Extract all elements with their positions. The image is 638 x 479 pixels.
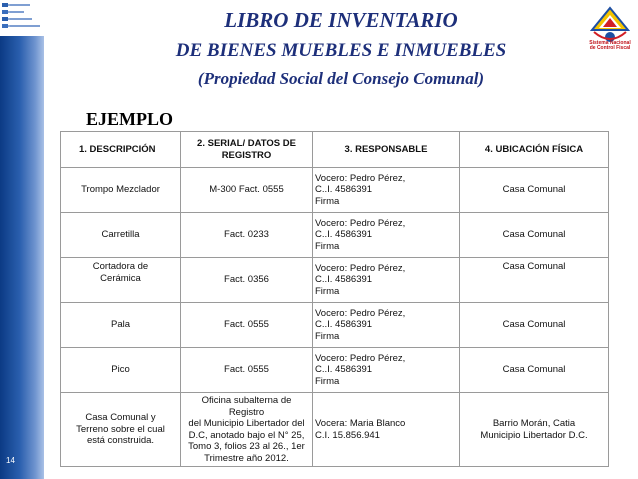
header-ubicacion: 4. UBICACIÓN FÍSICA bbox=[460, 132, 609, 168]
cell-responsable: Vocero: Pedro Pérez, C..I. 4586391 Firma bbox=[313, 213, 460, 258]
cell-responsable: Vocera: Maria Blanco C.I. 15.856.941 bbox=[313, 393, 460, 467]
cell-descripcion: Carretilla bbox=[61, 213, 181, 258]
table-row bbox=[61, 348, 609, 393]
cell-responsable: Vocero: Pedro Pérez, C..I. 4586391 Firma bbox=[313, 168, 460, 213]
cell-serial: Fact. 0555 bbox=[181, 303, 313, 348]
cell-responsable: Vocero: Pedro Pérez, C..I. 4586391 Firma bbox=[313, 348, 460, 393]
left-logo-icon bbox=[0, 0, 44, 36]
page-subtitle: DE BIENES MUEBLES E INMUEBLES bbox=[175, 40, 507, 61]
cell-responsable: Vocero: Pedro Pérez, C..I. 4586391 Firma bbox=[313, 303, 460, 348]
page-number: 14 bbox=[6, 456, 15, 465]
cell-ubicacion: Barrio Morán, Catia Municipio Libertador D.C. bbox=[460, 393, 609, 467]
left-blue-bar bbox=[0, 0, 44, 479]
page-subtitle-note: (Propiedad Social del Consejo Comunal) bbox=[197, 69, 485, 88]
cell-responsable: Vocero: Pedro Pérez, C..I. 4586391 Firma bbox=[313, 258, 460, 303]
cell-serial: Fact. 0233 bbox=[181, 213, 313, 258]
header-responsable: 3. RESPONSABLE bbox=[313, 132, 460, 168]
header-descripcion: 1. DESCRIPCIÓN bbox=[61, 132, 181, 168]
example-label: EJEMPLO bbox=[86, 109, 174, 129]
table-row bbox=[61, 168, 609, 213]
table-header-row bbox=[61, 132, 609, 168]
table-row bbox=[61, 213, 609, 258]
header-serial: 2. SERIAL/ DATOS DE REGISTRO bbox=[181, 132, 313, 168]
cell-ubicacion: Casa Comunal bbox=[460, 303, 609, 348]
left-logo-graphic-icon bbox=[0, 0, 44, 36]
cell-ubicacion: Casa Comunal bbox=[460, 348, 609, 393]
table-row bbox=[61, 393, 609, 467]
cell-descripcion: Casa Comunal y Terreno sobre el cual está construida. bbox=[61, 393, 181, 467]
table-row bbox=[61, 303, 609, 348]
cell-descripcion: Cortadora de Cerámica bbox=[61, 258, 181, 303]
cell-descripcion: Pico bbox=[61, 348, 181, 393]
cell-descripcion: Pala bbox=[61, 303, 181, 348]
inventory-table bbox=[60, 131, 609, 467]
cell-serial: Oficina subalterna de Registro del Municipio Libertador del D.C, anotado bajo el N° 25, Tomo 3, folios 23 al 26., 1er Trimestre año 2012. bbox=[181, 393, 313, 467]
page-title: LIBRO DE INVENTARIO bbox=[224, 8, 458, 32]
cell-serial: Fact. 0555 bbox=[181, 348, 313, 393]
cell-descripcion: Trompo Mezclador bbox=[61, 168, 181, 213]
cell-ubicacion: Casa Comunal bbox=[460, 213, 609, 258]
table-row bbox=[61, 258, 609, 303]
logo-name: Sistema Nacional de Control Fiscal bbox=[589, 40, 631, 51]
cell-serial: Fact. 0356 bbox=[181, 258, 313, 303]
cell-ubicacion: Casa Comunal bbox=[460, 258, 609, 303]
cell-serial: M-300 Fact. 0555 bbox=[181, 168, 313, 213]
cell-ubicacion: Casa Comunal bbox=[460, 168, 609, 213]
